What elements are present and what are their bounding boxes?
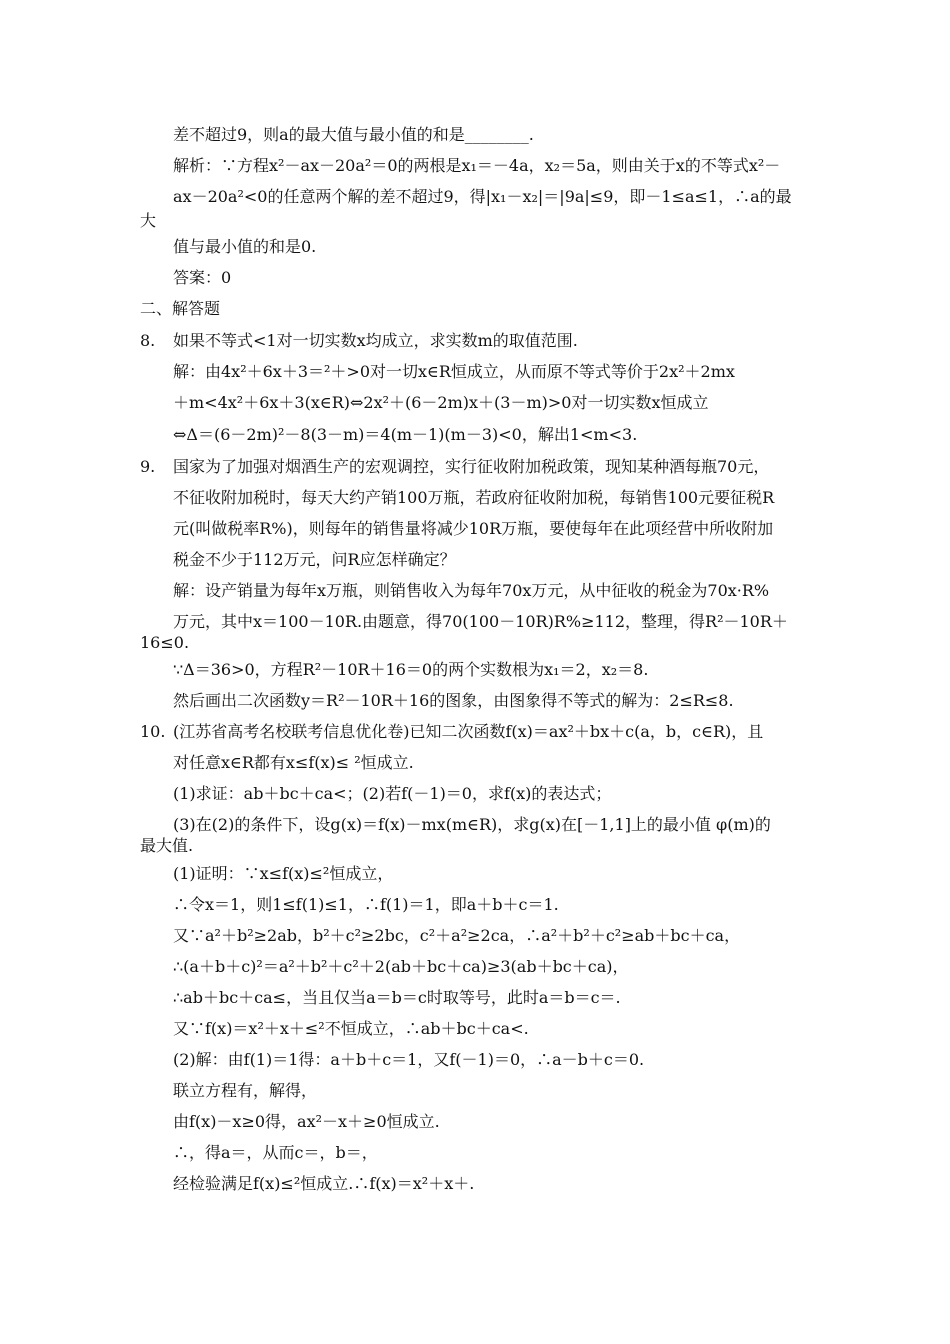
text-line: ∴(a＋b＋c)²＝a²＋b²＋c²＋2(ab＋bc＋ca)≥3(ab＋bc＋ca)， [173, 957, 629, 976]
text-line: 经检验满足f(x)≤²恒成立.∴f(x)＝x²＋x＋. [173, 1174, 475, 1193]
text-line: 万元，其中x＝100－10R.由题意，得70(100－10R)R%≥112，整理，得R²－10R＋ [173, 612, 788, 631]
text-line: ∵Δ＝36>0，方程R²－10R＋16＝0的两个实数根为x₁＝2，x₂＝8. [173, 660, 649, 679]
text-line: 如果不等式<1对一切实数x均成立，求实数m的取值范围. [173, 331, 578, 350]
text-line: (江苏省高考名校联考信息优化卷)已知二次函数f(x)＝ax²＋bx＋c(a，b，c∈R)，且 [173, 722, 764, 741]
text-line: 答案：0 [173, 268, 232, 287]
text-line: 国家为了加强对烟酒生产的宏观调控，实行征收附加税政策，现知某种酒每瓶70元， [173, 457, 770, 476]
text-line: 联立方程有，解得， [173, 1081, 318, 1100]
text-line: 解析：∵方程x²－ax－20a²＝0的两根是x₁＝－4a，x₂＝5a，则由关于x的不等式x²－ [173, 156, 781, 175]
text-line: 税金不少于112万元，问R应怎样确定？ [173, 550, 456, 569]
text-line: ∴ab＋bc＋ca≤，当且仅当a＝b＝c时取等号，此时a＝b＝c＝. [173, 988, 621, 1007]
text-line: ＋m<4x²＋6x＋3(x∈R)⇔2x²＋(6－2m)x＋(3－m)>0对一切实数x恒成立 [173, 393, 709, 412]
text-line: (1)求证：ab＋bc＋ca<；(2)若f(－1)＝0，求f(x)的表达式； [173, 784, 612, 803]
text-line: ⇔Δ＝(6－2m)²－8(3－m)＝4(m－1)(m－3)<0，解出1<m<3. [173, 425, 638, 444]
text-line: 大 [140, 211, 157, 230]
text-line: 对任意x∈R都有x≤f(x)≤ ²恒成立. [173, 753, 414, 772]
text-line: (3)在(2)的条件下，设g(x)＝f(x)－mx(m∈R)，求g(x)在[－1,1]上的最小值 φ(m)的 [173, 815, 771, 834]
text-line: 最大值. [140, 836, 194, 855]
text-line: ∴，得a＝，从而c＝，b＝， [173, 1143, 378, 1162]
problem-number: 9. [140, 457, 156, 476]
text-line: 差不超过9，则a的最大值与最小值的和是________. [173, 125, 534, 144]
text-line: 值与最小值的和是0. [173, 237, 317, 256]
text-line: 又∵a²＋b²≥2ab，b²＋c²≥2bc，c²＋a²≥2ca，∴a²＋b²＋c²≥ab＋bc＋ca， [173, 926, 741, 945]
text-line: 解：设产销量为每年x万瓶，则销售收入为每年70x万元，从中征收的税金为70x·R% [173, 581, 770, 600]
text-line: 元(叫做税率R%)，则每年的销售量将减少10R万瓶，要使每年在此项经营中所收附加 [173, 519, 774, 538]
problem-number: 10. [140, 722, 166, 741]
text-line: 16≤0. [140, 633, 190, 652]
text-line: 不征收附加税时，每天大约产销100万瓶，若政府征收附加税，每销售100元要征税R [173, 488, 775, 507]
text-line: 解：由4x²＋6x＋3＝²＋>0对一切x∈R恒成立，从而原不等式等价于2x²＋2mx [173, 362, 735, 381]
text-line: ∴令x＝1，则1≤f(1)≤1，∴f(1)＝1，即a＋b＋c＝1. [173, 895, 559, 914]
section-heading: 二、解答题 [140, 299, 221, 318]
text-line: 然后画出二次函数y＝R²－10R＋16的图象，由图象得不等式的解为：2≤R≤8. [173, 691, 734, 710]
problem-number: 8. [140, 331, 156, 350]
text-line: 由f(x)－x≥0得，ax²－x＋≥0恒成立. [173, 1112, 440, 1131]
text-line: (2)解：由f(1)＝1得：a＋b＋c＝1，又f(－1)＝0，∴a－b＋c＝0. [173, 1050, 645, 1069]
text-line: ax－20a²<0的任意两个解的差不超过9，得|x₁－x₂|＝|9a|≤9，即－1≤a≤1，∴a的最 [173, 187, 792, 206]
text-line: (1)证明：∵x≤f(x)≤²恒成立， [173, 864, 394, 883]
text-line: 又∵f(x)＝x²＋x＋≤²不恒成立，∴ab＋bc＋ca<. [173, 1019, 529, 1038]
